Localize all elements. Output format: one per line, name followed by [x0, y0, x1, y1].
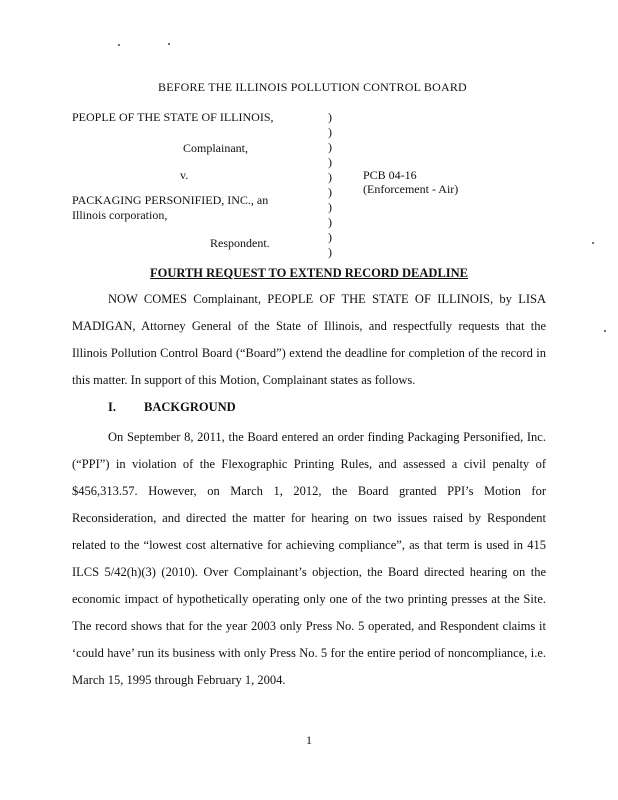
scan-speck: [604, 330, 606, 332]
plaintiff-name: PEOPLE OF THE STATE OF ILLINOIS,: [72, 110, 274, 124]
intro-paragraph: [72, 286, 546, 394]
case-number: PCB 04-16: [363, 168, 417, 182]
versus-label: v.: [180, 168, 189, 182]
intro-paragraph-text: NOW COMES Complainant, PEOPLE OF THE STATE OF ILLINOIS, by LISA MADIGAN, Attorney General of the State of Illinois, and respectfully requests that the Illinois Pollution Control Board (“Board”) extend the deadline for completion of the record in this matter. In support of this Motion, Complainant states as follows.: [72, 292, 546, 387]
section-number: I.: [108, 400, 116, 414]
court-title: BEFORE THE ILLINOIS POLLUTION CONTROL BOARD: [158, 80, 467, 94]
page-number: 1: [306, 733, 312, 747]
defendant-description: Illinois corporation,: [72, 208, 168, 222]
scan-speck: [168, 43, 170, 45]
section-title: BACKGROUND: [144, 400, 236, 414]
scan-speck: [592, 242, 594, 244]
background-paragraph-text: On September 8, 2011, the Board entered an order finding Packaging Personified, Inc. (“PPI”) in violation of the Flexographic Printing Rules, and assessed a civil penalty of $456,313.57. However, on March 1, 2012, the Board granted PPI’s Motion for Reconsideration, and directed the matter for hearing on two issues raised by Respondent related to the “lowest cost alternative for achieving compliance”, as that term is used in 415 ILCS 5/42(h)(3) (2010). Over Complainant’s objection, the Board directed hearing on the economic impact of hypothetically operating only one of the two printing presses at the Site. The record shows that for the year 2003 only Press No. 5 operated, and Respondent claims it ‘could have’ run its business with only Press No. 5 for the entire period of noncompliance, i.e. March 15, 1995 through February 1, 2004.: [72, 430, 546, 687]
caption-divider: ) ) ) ) ) ) ) ) ) ): [328, 110, 332, 259]
background-paragraph: [72, 424, 546, 694]
plaintiff-role: Complainant,: [183, 141, 248, 155]
defendant-name: PACKAGING PERSONIFIED, INC., an: [72, 193, 269, 207]
case-type: (Enforcement - Air): [363, 182, 459, 196]
defendant-role: Respondent.: [210, 236, 270, 250]
section-heading: [108, 400, 236, 415]
motion-title: FOURTH REQUEST TO EXTEND RECORD DEADLINE: [149, 266, 469, 280]
scan-speck: [118, 44, 120, 46]
